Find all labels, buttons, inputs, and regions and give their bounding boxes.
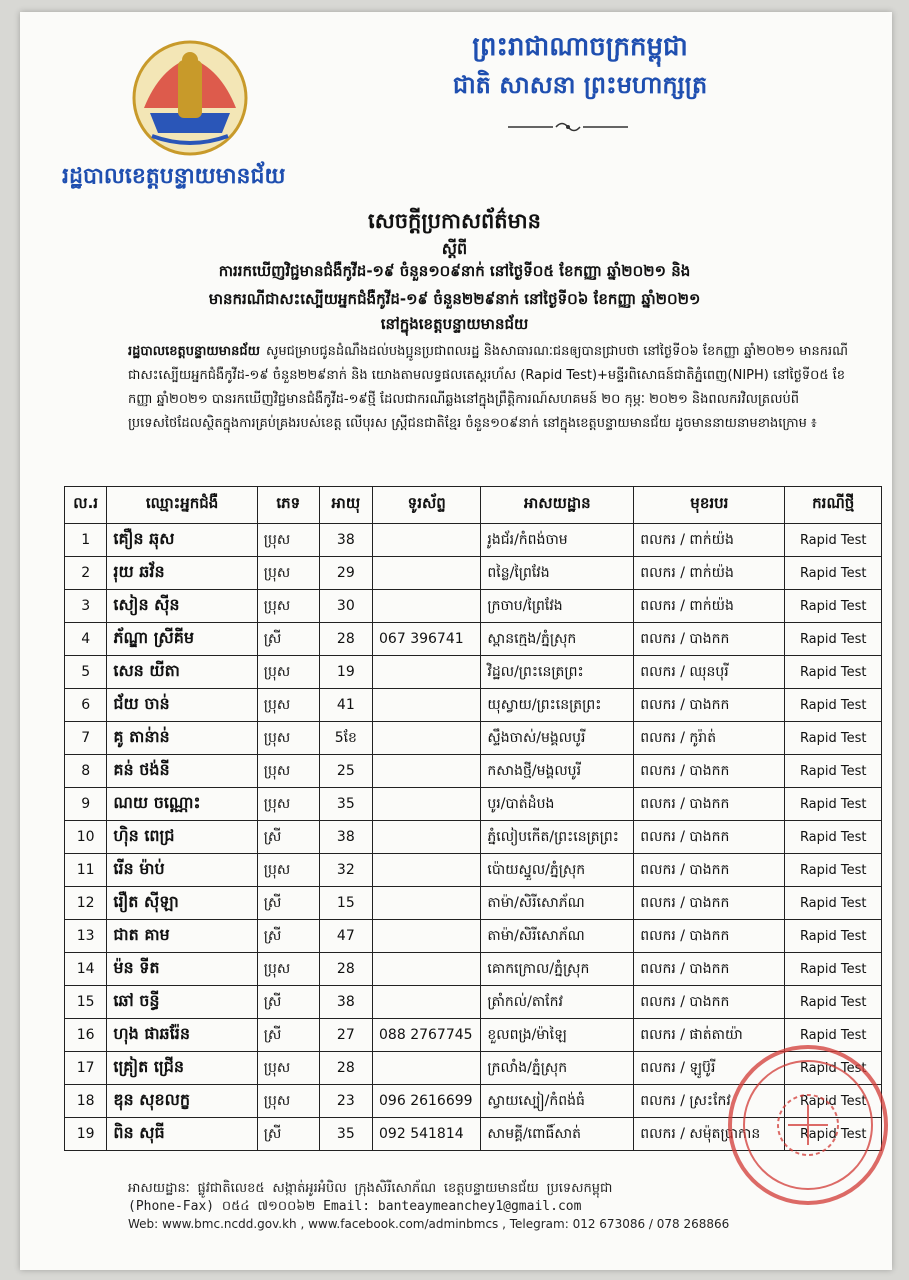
cell-phone — [373, 1052, 481, 1085]
cell-name: ហុង ផាឆរ៉ែន — [107, 1019, 257, 1052]
table-row — [65, 656, 882, 689]
cell-occupation: ពលករ / បាងកក — [634, 689, 785, 722]
footer-phone-email: (Phone-Fax) ០៥៤ ៧១០០៦២ Email: banteaymeanchey1@gmail.com — [128, 1199, 582, 1214]
cell-occupation: ពលករ / បាងកក — [634, 986, 785, 1019]
cell-age: 25 — [319, 755, 372, 788]
cell-sex: ស្រី — [257, 986, 319, 1019]
cell-case: Rapid Test — [785, 953, 882, 986]
cell-phone — [373, 755, 481, 788]
cell-age: 28 — [319, 623, 372, 656]
cell-phone: 092 541814 — [373, 1118, 481, 1151]
cell-case: Rapid Test — [785, 1019, 882, 1052]
cell-phone — [373, 524, 481, 557]
cell-sex: ប្រុស — [257, 524, 319, 557]
cell-name: សៀន ស៊ីន — [107, 590, 257, 623]
cell-no: 13 — [65, 920, 107, 953]
cell-sex: ប្រុស — [257, 656, 319, 689]
cell-name: គូ តាន់ាន់ — [107, 722, 257, 755]
cell-age: 27 — [319, 1019, 372, 1052]
cell-no: 12 — [65, 887, 107, 920]
cell-sex: ស្រី — [257, 1118, 319, 1151]
cell-case: Rapid Test — [785, 689, 882, 722]
cell-sex: ស្រី — [257, 821, 319, 854]
cell-no: 1 — [65, 524, 107, 557]
table-row — [65, 920, 882, 953]
cell-sex: ប្រុស — [257, 755, 319, 788]
cell-address: សាមគ្គី/ពោធិ៍សាត់ — [481, 1118, 634, 1151]
cell-no: 18 — [65, 1085, 107, 1118]
cell-sex: ស្រី — [257, 623, 319, 656]
cell-phone — [373, 590, 481, 623]
cell-age: 32 — [319, 854, 372, 887]
cell-no: 3 — [65, 590, 107, 623]
kingdom-header: ព្រះរាជាណាចក្រកម្ពុជា — [472, 32, 688, 62]
cell-case: Rapid Test — [785, 623, 882, 656]
cell-sex: ប្រុស — [257, 788, 319, 821]
paragraph-lead: រដ្ឋបាលខេត្តបន្ទាយមានជ័យ — [128, 344, 261, 359]
cell-sex: ប្រុស — [257, 689, 319, 722]
cell-case: Rapid Test — [785, 755, 882, 788]
cell-no: 11 — [65, 854, 107, 887]
cell-occupation: ពលករ / ពាក់យ៉ង — [634, 557, 785, 590]
cell-phone: 096 2616699 — [373, 1085, 481, 1118]
cell-address: ប៉ោយស្នួល/ភ្នំស្រុក — [481, 854, 634, 887]
cell-no: 19 — [65, 1118, 107, 1151]
cell-occupation: ពលករ / ឈុនបុរី — [634, 656, 785, 689]
col-phone: ទូរស័ព្ទ — [373, 487, 481, 524]
cell-phone: 088 2767745 — [373, 1019, 481, 1052]
cell-address: ក្រចាប/ព្រៃវែង — [481, 590, 634, 623]
cell-address: កសាងថ្មី/មង្គលបូរី — [481, 755, 634, 788]
cell-name: ភ័ណ្ឌា ស្រីគីម — [107, 623, 257, 656]
col-no: ល.រ — [65, 487, 107, 524]
cell-address: បូរ/បាត់ដំបង — [481, 788, 634, 821]
table-row — [65, 623, 882, 656]
cell-no: 15 — [65, 986, 107, 1019]
cell-age: 29 — [319, 557, 372, 590]
cell-address: ត្រាំកល់/តាកែវ — [481, 986, 634, 1019]
cell-case: Rapid Test — [785, 1118, 882, 1151]
cell-name: ឌុន សុខលក្ខ — [107, 1085, 257, 1118]
cell-case: Rapid Test — [785, 887, 882, 920]
table-row — [65, 689, 882, 722]
cell-phone — [373, 722, 481, 755]
provincial-administration: រដ្ឋបាលខេត្តបន្ទាយមានជ័យ — [62, 163, 286, 189]
cell-occupation: ពលករ / បាងកក — [634, 755, 785, 788]
cell-age: 5ខែ — [319, 722, 372, 755]
table-row — [65, 557, 882, 590]
cell-address: ពន្លៃ/ព្រៃវែង — [481, 557, 634, 590]
cell-address: ស្ពានក្មេង/ភ្នំស្រុក — [481, 623, 634, 656]
cell-phone — [373, 953, 481, 986]
cell-address: ក្រលាំង/ភ្នំស្រុក — [481, 1052, 634, 1085]
cell-name: ឆៅ ចន្ធី — [107, 986, 257, 1019]
cell-case: Rapid Test — [785, 557, 882, 590]
cell-address: ខួលពង្រ/ម៉ាឡៃ — [481, 1019, 634, 1052]
cell-name: ហ៊ិន ពេជ្រ — [107, 821, 257, 854]
cell-address: តាម៉ា/សិរីសោភ័ណ — [481, 920, 634, 953]
footer-web: Web: www.bmc.ncdd.gov.kh , www.facebook.com/adminbmcs , Telegram: 012 673086 / 078 268866 — [128, 1217, 730, 1231]
cell-case: Rapid Test — [785, 821, 882, 854]
cell-age: 35 — [319, 1118, 372, 1151]
cell-name: គន់ ថង់នី — [107, 755, 257, 788]
cell-name: ពិន សុធី — [107, 1118, 257, 1151]
cell-sex: ប្រុស — [257, 590, 319, 623]
cell-age: 47 — [319, 920, 372, 953]
cell-occupation: ពលករ / បាងកក — [634, 623, 785, 656]
ornament-divider-icon — [508, 120, 628, 134]
cell-case: Rapid Test — [785, 590, 882, 623]
cell-case: Rapid Test — [785, 1085, 882, 1118]
cell-no: 4 — [65, 623, 107, 656]
headline-line-1: ការរកឃើញវិជ្ជមានជំងឺកូវីដ-១៩ ចំនួន១០៩នាក់ នៅថ្ងៃទី០៥ ខែកញ្ញា ឆ្នាំ២០២១ និង — [218, 262, 691, 280]
cell-no: 6 — [65, 689, 107, 722]
col-age: អាយុ — [319, 487, 372, 524]
table-row — [65, 524, 882, 557]
cell-phone — [373, 920, 481, 953]
cell-no: 10 — [65, 821, 107, 854]
cell-age: 41 — [319, 689, 372, 722]
cell-address: ភ្នំលៀបកើត/ព្រះនេត្រព្រះ — [481, 821, 634, 854]
cell-no: 9 — [65, 788, 107, 821]
table-row — [65, 953, 882, 986]
cell-phone — [373, 788, 481, 821]
table-row — [65, 854, 882, 887]
cell-occupation: ពលករ / បាងកក — [634, 854, 785, 887]
cell-address: ស្ទឹងចាស់/មង្គលបូរី — [481, 722, 634, 755]
cell-case: Rapid Test — [785, 524, 882, 557]
cell-age: 30 — [319, 590, 372, 623]
cell-occupation: ពលករ / កូរ៉ាត់ — [634, 722, 785, 755]
cell-phone — [373, 557, 481, 590]
cell-name: រើន ម៉ាប់ — [107, 854, 257, 887]
cell-phone — [373, 986, 481, 1019]
cell-sex: ប្រុស — [257, 854, 319, 887]
cell-sex: ប្រុស — [257, 557, 319, 590]
provincial-emblem-logo — [130, 38, 250, 156]
cell-sex: ប្រុស — [257, 1052, 319, 1085]
col-occupation: មុខរបរ — [634, 487, 785, 524]
announcement-subtitle: ស្ដីពី — [441, 239, 468, 258]
cell-phone — [373, 689, 481, 722]
cell-phone — [373, 656, 481, 689]
cell-occupation: ពលករ / បាងកក — [634, 821, 785, 854]
national-motto: ជាតិ សាសនា ព្រះមហាក្សត្រ — [452, 70, 708, 99]
cell-occupation: ពលករ / ផាត់តាយ៉ា — [634, 1019, 785, 1052]
cell-phone — [373, 854, 481, 887]
table-row — [65, 887, 882, 920]
cell-age: 15 — [319, 887, 372, 920]
cell-occupation: ពលករ / ឡូប៊ូរី — [634, 1052, 785, 1085]
cell-age: 19 — [319, 656, 372, 689]
cell-phone: 067 396741 — [373, 623, 481, 656]
cell-address: តាម៉ា/សិរីសោភ័ណ — [481, 887, 634, 920]
table-row — [65, 590, 882, 623]
cell-occupation: ពលករ / ពាក់យ៉ង — [634, 524, 785, 557]
cell-no: 14 — [65, 953, 107, 986]
cell-occupation: ពលករ / បាងកក — [634, 953, 785, 986]
table-row — [65, 722, 882, 755]
announcement-title: សេចក្ដីប្រកាសព័ត៌មាន — [368, 209, 541, 233]
cell-age: 38 — [319, 524, 372, 557]
cell-sex: ស្រី — [257, 887, 319, 920]
headline-line-3: នៅក្នុងខេត្តបន្ទាយមានជ័យ — [380, 315, 529, 333]
cell-case: Rapid Test — [785, 656, 882, 689]
cell-case: Rapid Test — [785, 854, 882, 887]
cell-no: 7 — [65, 722, 107, 755]
cell-occupation: ពលករ / បាងកក — [634, 920, 785, 953]
cell-name: ជាត គាម — [107, 920, 257, 953]
footer-address: អាសយដ្ឋានៈ ផ្លូវជាតិលេខ៥ សង្កាត់អូរអំបិល ក្រុងសិរីសោភ័ណ ខេត្តបន្ទាយមានជ័យ ប្រទេសកម្ពុជា — [128, 1181, 613, 1196]
cell-occupation: ពលករ / ពាក់យ៉ង — [634, 590, 785, 623]
cell-no: 5 — [65, 656, 107, 689]
col-address: អាសយដ្ឋាន — [481, 487, 634, 524]
cell-name: ណយ ចណ្ណោះ — [107, 788, 257, 821]
cell-age: 38 — [319, 986, 372, 1019]
cell-age: 38 — [319, 821, 372, 854]
table-row — [65, 788, 882, 821]
cell-sex: ប្រុស — [257, 953, 319, 986]
cell-sex: ប្រុស — [257, 1085, 319, 1118]
cell-age: 35 — [319, 788, 372, 821]
cell-case: Rapid Test — [785, 920, 882, 953]
cell-case: Rapid Test — [785, 1052, 882, 1085]
table-row — [65, 821, 882, 854]
cell-sex: ស្រី — [257, 1019, 319, 1052]
cell-name: រឿត ស៊ីឡា — [107, 887, 257, 920]
paragraph-body: សូមជម្រាបជូនដំណឹងដល់បងប្អូនប្រជាពលរដ្ឋ និងសាធារណៈជនឲ្យបានជ្រាបថា នៅថ្ងៃទី០៦ ខែកញ្ញា ឆ្នាំ២០២១ មានករណីជាសះស្បើយអ្នកជំងឺកូវីដ-១៩ ចំនួន២២៩នាក់ និង យោងតាមលទ្ធផលតេស្តរហ័ស (Rapid Test)+មន្ទីរពិសោធន៍ជាតិភ្នំពេញ(NIPH) នៅថ្ងៃទី០៥ ខែកញ្ញា ឆ្នាំ២០២១ បានរកឃើញវិជ្ជមានជំងឺកូវីដ-១៩ថ្មី ដែលជាករណីឆ្លងនៅក្នុងព្រឹត្តិការណ៍សហគមន៍ ២០ កុម្ភៈ ២០២១ និងពលករវិលត្រលប់ពីប្រទេសថៃដែលស្ថិតក្នុងការគ្រប់គ្រងរបស់ខេត្ត លើបុរស ស្ត្រីជនជាតិខ្មែរ ចំនួន១០៩នាក់ នៅក្នុងខេត្តបន្ទាយមានជ័យ ដូចមាននាយនាមខាងក្រោម ៖ — [128, 344, 848, 431]
col-sex: ភេទ — [257, 487, 319, 524]
cell-name: សេន យីតា — [107, 656, 257, 689]
cell-name: ជ័យ ចាន់ — [107, 689, 257, 722]
table-row — [65, 755, 882, 788]
cell-case: Rapid Test — [785, 788, 882, 821]
cell-age: 28 — [319, 953, 372, 986]
cell-address: វិដ្ឋល/ព្រះនេត្រព្រះ — [481, 656, 634, 689]
cell-age: 28 — [319, 1052, 372, 1085]
cell-phone — [373, 821, 481, 854]
cell-occupation: ពលករ / សម៉ុតប្រាកាន — [634, 1118, 785, 1151]
cell-phone — [373, 887, 481, 920]
cell-address: គោកក្រោល/ភ្នំស្រុក — [481, 953, 634, 986]
cell-no: 16 — [65, 1019, 107, 1052]
cell-name: ម៉ន ទីត — [107, 953, 257, 986]
cell-sex: ស្រី — [257, 920, 319, 953]
announcement-paragraph — [128, 340, 848, 436]
cell-name: គ្រៀត ជ្រើន — [107, 1052, 257, 1085]
cell-no: 17 — [65, 1052, 107, 1085]
cell-name: រុយ ឆវ័ន — [107, 557, 257, 590]
cell-case: Rapid Test — [785, 986, 882, 1019]
cell-occupation: ពលករ / បាងកក — [634, 887, 785, 920]
cell-occupation: ពលករ / បាងកក — [634, 788, 785, 821]
cell-no: 2 — [65, 557, 107, 590]
table-row — [65, 986, 882, 1019]
cell-no: 8 — [65, 755, 107, 788]
cell-address: រូងជ័រ/កំពង់ចាម — [481, 524, 634, 557]
cell-case: Rapid Test — [785, 722, 882, 755]
cell-address: ស្វាយស្បៀ/កំពង់ធំ — [481, 1085, 634, 1118]
cell-address: យុស្វាយ/ព្រះនេត្រព្រះ — [481, 689, 634, 722]
headline-line-2: មានករណីជាសះស្បើយអ្នកជំងឺកូវីដ-១៩ ចំនួន២២៩នាក់ នៅថ្ងៃទី០៦ ខែកញ្ញា ឆ្នាំ២០២១ — [208, 290, 701, 308]
table-header-row — [65, 487, 882, 524]
col-case: ករណីថ្មី — [785, 487, 882, 524]
cell-name: គឿន ឆុស — [107, 524, 257, 557]
cell-occupation: ពលករ / ស្រះកែវ — [634, 1085, 785, 1118]
cell-age: 23 — [319, 1085, 372, 1118]
col-name: ឈ្មោះអ្នកជំងឺ — [107, 487, 257, 524]
cell-sex: ប្រុស — [257, 722, 319, 755]
